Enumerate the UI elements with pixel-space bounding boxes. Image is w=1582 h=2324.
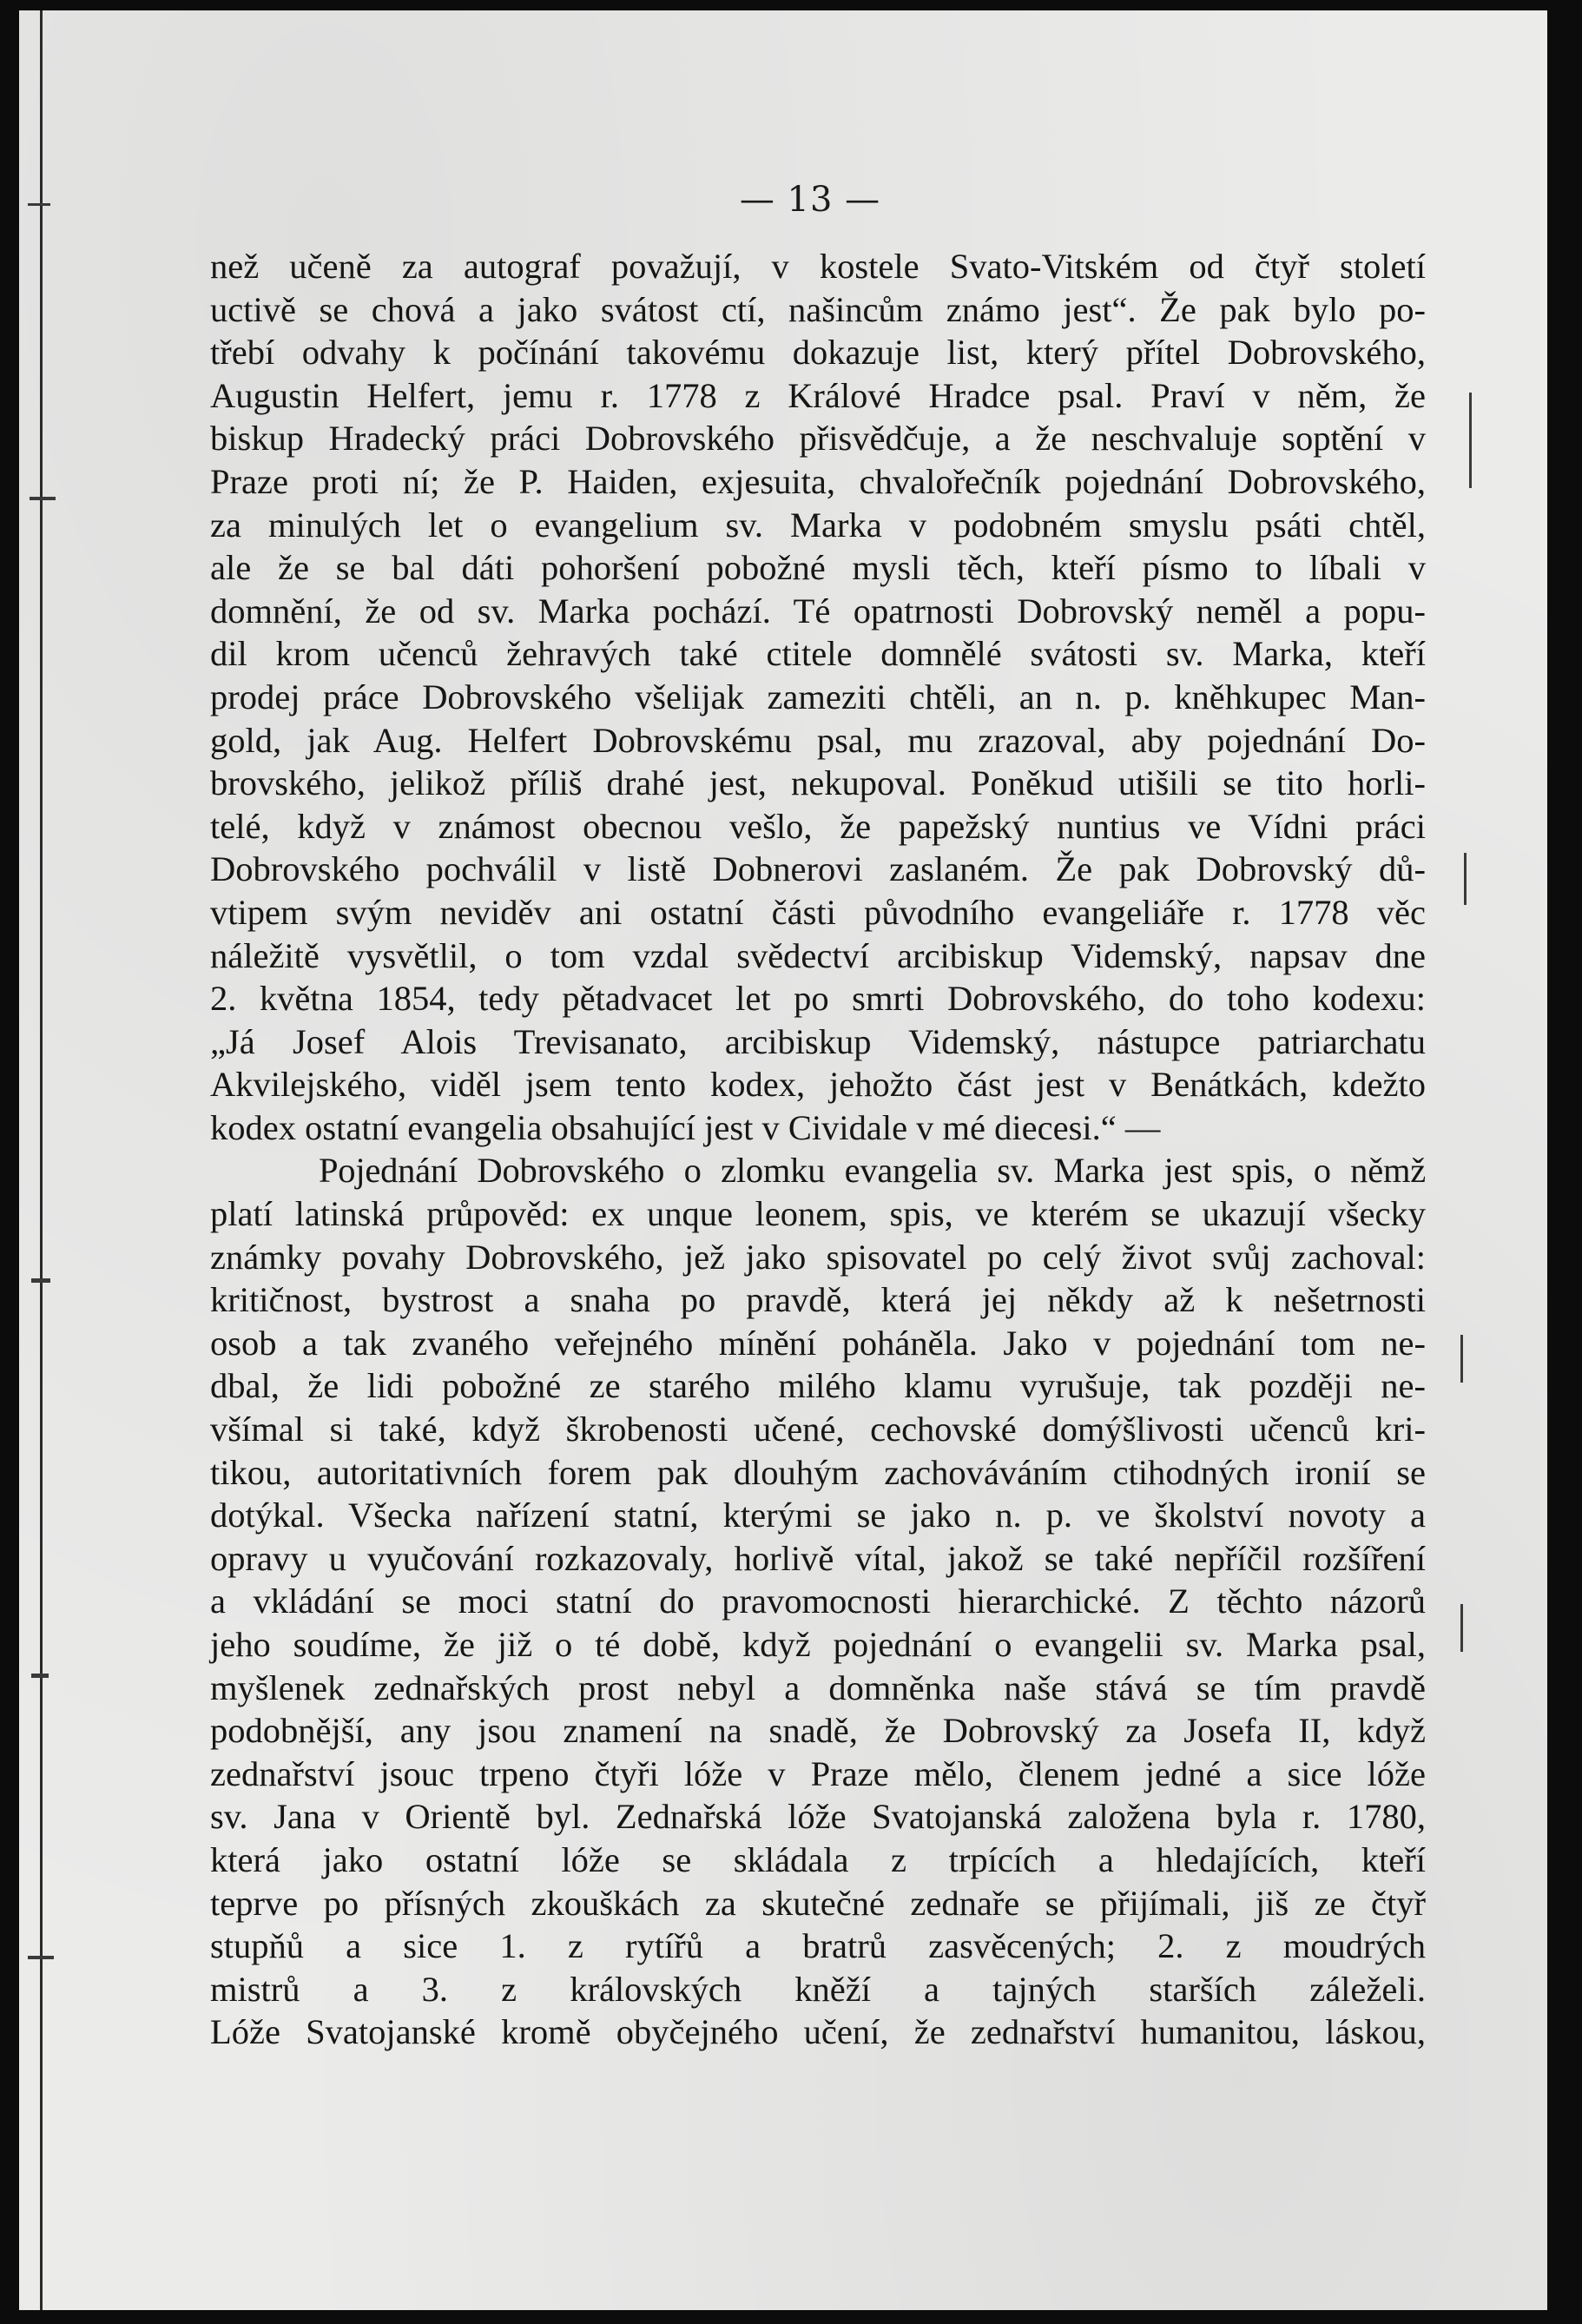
- text-line: sv. Jana v Orientě byl. Zednařská lóže Svatojanská založena byla r. 1780,: [210, 1797, 1426, 1837]
- text-line: telé, když v známost obecnou vešlo, že papežský nuntius ve Vídni práci: [210, 806, 1426, 846]
- margin-mark: [31, 1278, 50, 1283]
- text-line: opravy u vyučování rozkazovaly, horlivě vítal, jakož se také nepříčil rozšíření: [210, 1538, 1426, 1578]
- text-line: vtipem svým neviděv ani ostatní části původního evangeliáře r. 1778 věc: [210, 892, 1426, 932]
- text-line: Augustin Helfert, jemu r. 1778 z Králové Hradce psal. Praví v něm, že: [210, 375, 1426, 415]
- page-number: — 13 —: [739, 180, 881, 220]
- text-line: tikou, autoritativních forem pak dlouhým zachováváním ctihodných ironií se: [210, 1452, 1426, 1492]
- text-line: zednařství jsouc trpeno čtyři lóže v Praze mělo, členem jedné a sice lóže: [210, 1753, 1426, 1793]
- text-line: známky povahy Dobrovského, jež jako spisovatel po celý život svůj zachoval:: [210, 1237, 1426, 1277]
- text-line: Dobrovského pochválil v listě Dobnerovi zaslaném. Že pak Dobrovský dů-: [210, 849, 1426, 889]
- text-line: která jako ostatní lóže se skládala z trpících a hledajících, kteří: [210, 1839, 1426, 1879]
- text-line: Lóže Svatojanské kromě obyčejného učení, že zednařství humanitou, láskou,: [210, 2012, 1426, 2052]
- text-line: teprve po přísných zkouškách za skutečné zednaře se přijímali, jiš ze čtyř: [210, 1883, 1426, 1923]
- text-line: kodex ostatní evangelia obsahující jest v Cividale v mé diecesi.“ —: [210, 1107, 1161, 1147]
- scanned-page: [19, 10, 1547, 2310]
- body-text: [210, 245, 1426, 2054]
- margin-mark: [1460, 1335, 1463, 1383]
- text-line: brovského, jelikož příliš drahé jest, nekupoval. Poněkud utišili se tito horli-: [210, 763, 1426, 803]
- text-line: všímal si také, když škrobenosti učené, cechovské domýšlivosti učenců kri-: [210, 1410, 1426, 1449]
- text-line: Pojednání Dobrovského o zlomku evangelia sv. Marka jest spis, o němž: [319, 1151, 1426, 1191]
- text-line: platí latinská průpověd: ex unque leonem, spis, ve kterém se ukazují všecky: [210, 1194, 1426, 1234]
- text-line: třebí odvahy k počínání takovému dokazuje list, který přítel Dobrovského,: [210, 333, 1426, 373]
- text-line: dbal, že lidi pobožné ze starého milého klamu vyrušuje, tak později ne-: [210, 1366, 1426, 1406]
- text-line: náležitě vysvětlil, o tom vzdal svědectví arcibiskup Videmský, napsav dne: [210, 935, 1426, 975]
- text-line: Akvilejského, viděl jsem tento kodex, jehožto část jest v Benátkách, kdežto: [210, 1065, 1426, 1105]
- text-line: 2. května 1854, tedy pětadvacet let po smrti Dobrovského, do toho kodexu:: [210, 979, 1426, 1019]
- text-line: Praze proti ní; že P. Haiden, exjesuita, chvalořečník pojednání Dobrovského,: [210, 461, 1426, 501]
- text-line: stupňů a sice 1. z rytířů a bratrů zasvěcených; 2. z moudrých: [210, 1926, 1426, 1966]
- text-line: za minulých let o evangelium sv. Marka v podobném smyslu psáti chtěl,: [210, 505, 1426, 545]
- text-line: gold, jak Aug. Helfert Dobrovskému psal, mu zrazoval, aby pojednání Do-: [210, 720, 1426, 760]
- text-line: myšlenek zednařských prost nebyl a domněnka naše stává se tím pravdě: [210, 1667, 1426, 1707]
- text-line: uctivě se chová a jako svátost ctí, našincům známo jest“. Že pak bylo po-: [210, 289, 1426, 329]
- text-line: prodej práce Dobrovského všelijak zameziti chtěli, an n. p. kněhkupec Man-: [210, 677, 1426, 716]
- text-line: kritičnost, bystrost a snaha po pravdě, která jej někdy až k nešetrnosti: [210, 1280, 1426, 1320]
- margin-mark: [1464, 853, 1467, 905]
- text-line: podobnější, any jsou znamení na snadě, že Dobrovský za Josefa II, když: [210, 1711, 1426, 1751]
- text-line: ale že se bal dáti pohoršení pobožné mysli těch, kteří písmo to líbali v: [210, 548, 1426, 588]
- margin-mark: [30, 497, 56, 500]
- text-line: jeho soudíme, že již o té době, když pojednání o evangelii sv. Marka psal,: [210, 1625, 1426, 1664]
- text-line: domnění, že od sv. Marka pochází. Té opatrnosti Dobrovský neměl a popu-: [210, 591, 1426, 631]
- text-line: osob a tak zvaného veřejného mínění poháněla. Jako v pojednání tom ne-: [210, 1323, 1426, 1363]
- text-line: mistrů a 3. z královských kněží a tajných starších záleželi.: [210, 1969, 1426, 2009]
- margin-mark: [1460, 1604, 1463, 1652]
- text-line: dil krom učenců žehravých také ctitele domnělé svátosti sv. Marka, kteří: [210, 634, 1426, 674]
- margin-mark: [1469, 393, 1472, 488]
- text-line: „Já Josef Alois Trevisanato, arcibiskup Videmský, nástupce patriarchatu: [210, 1021, 1426, 1061]
- text-line: dotýkal. Všecka nařízení statní, kterými se jako n. p. ve školství novoty a: [210, 1495, 1426, 1535]
- margin-mark: [31, 1674, 49, 1678]
- text-line: a vkládání se moci statní do pravomocnosti hierarchické. Z těchto názorů: [210, 1581, 1426, 1621]
- margin-mark: [28, 1956, 54, 1959]
- text-line: než učeně za autograf považují, v kostele Svato-Vitském od čtyř století: [210, 247, 1426, 286]
- binding-edge: [40, 10, 43, 2310]
- text-line: biskup Hradecký práci Dobrovského přisvědčuje, a že neschvaluje soptění v: [210, 419, 1426, 459]
